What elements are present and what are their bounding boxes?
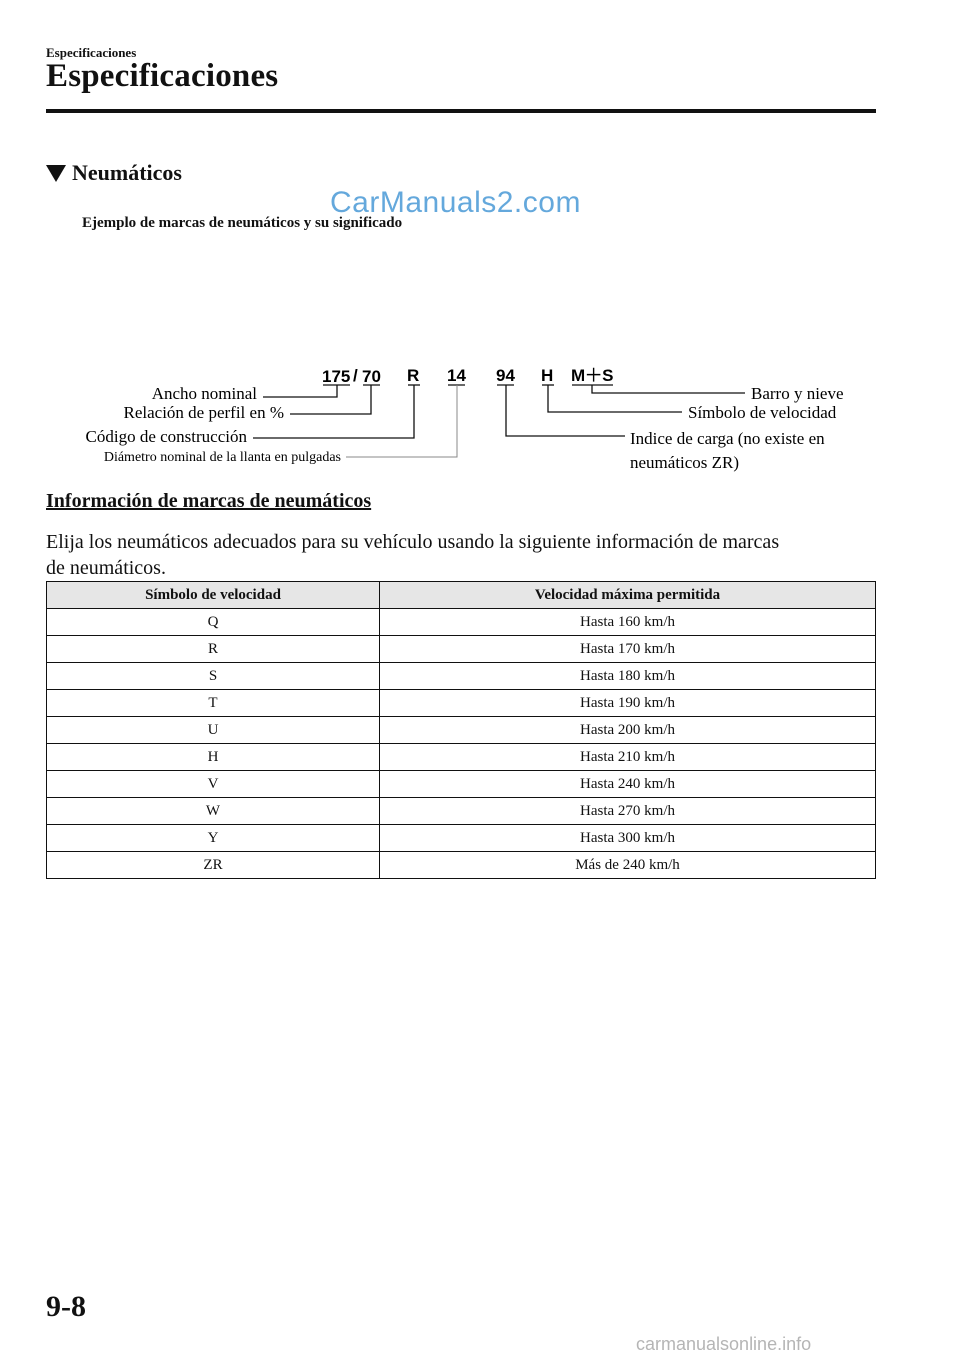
code-speed: H xyxy=(541,366,554,385)
table-row xyxy=(47,663,876,690)
info-paragraph-line1: Elija los neumáticos adecuados para su vehículo usando la siguiente información de marcas xyxy=(46,531,780,553)
page-title: Especificaciones xyxy=(46,58,279,94)
label-mud-snow: Barro y nieve xyxy=(751,384,844,403)
code-load: 94 xyxy=(496,366,515,385)
table-cell-speed: Hasta 210 km/h xyxy=(380,744,876,771)
table-cell-symbol: W xyxy=(47,798,380,825)
table-cell-speed: Hasta 200 km/h xyxy=(380,717,876,744)
watermark-top[interactable]: CarManuals2.com xyxy=(330,186,581,219)
watermark-bottom[interactable]: carmanualsonline.info xyxy=(636,1334,812,1354)
table-cell-symbol: S xyxy=(47,663,380,690)
table-cell-speed: Hasta 160 km/h xyxy=(380,609,876,636)
code-mud-snow: M＋S xyxy=(571,366,614,385)
title-rule xyxy=(46,109,876,113)
table-row xyxy=(47,690,876,717)
table-cell-symbol: V xyxy=(47,771,380,798)
label-width: Ancho nominal xyxy=(151,384,257,403)
section-heading-text: Neumáticos xyxy=(72,160,182,185)
table-cell-speed: Hasta 190 km/h xyxy=(380,690,876,717)
label-speed: Símbolo de velocidad xyxy=(688,403,837,422)
leader-width xyxy=(263,385,337,397)
code-rim: 14 xyxy=(447,366,466,385)
tire-marking-svg xyxy=(0,355,960,485)
info-paragraph-line2: de neumáticos. xyxy=(46,557,166,579)
running-head: Especificaciones xyxy=(46,45,137,60)
table-cell-speed: Hasta 240 km/h xyxy=(380,771,876,798)
leader-speed xyxy=(548,385,682,412)
leader-aspect xyxy=(290,385,371,414)
table-cell-symbol: ZR xyxy=(47,852,380,879)
tire-marking-diagram xyxy=(0,355,960,485)
table-cell-speed: Hasta 300 km/h xyxy=(380,825,876,852)
leader-mud-snow xyxy=(592,385,745,393)
table-cell-symbol: Q xyxy=(47,609,380,636)
table-cell-symbol: T xyxy=(47,690,380,717)
label-rim: Diámetro nominal de la llanta en pulgadas xyxy=(103,450,341,465)
table-cell-symbol: Y xyxy=(47,825,380,852)
table-cell-symbol: R xyxy=(47,636,380,663)
table-header-speed-symbol: Símbolo de velocidad xyxy=(47,582,380,609)
label-load-line1: Indice de carga (no existe en xyxy=(630,429,825,448)
leader-rim xyxy=(346,385,457,457)
label-aspect: Relación de perfil en % xyxy=(123,403,284,422)
table-cell-symbol: H xyxy=(47,744,380,771)
table-row xyxy=(47,771,876,798)
speed-table xyxy=(46,581,876,879)
table-header-row xyxy=(47,582,876,609)
table-row xyxy=(47,744,876,771)
code-width: 175 xyxy=(322,367,351,386)
code-aspect: 70 xyxy=(362,367,381,386)
code-slash: / xyxy=(353,366,358,385)
info-subheading: Información de marcas de neumáticos xyxy=(46,490,372,512)
label-load-line2: neumáticos ZR) xyxy=(630,453,740,472)
table-row xyxy=(47,825,876,852)
table-cell-symbol: U xyxy=(47,717,380,744)
table-row xyxy=(47,798,876,825)
label-construction: Código de construcción xyxy=(85,427,247,446)
table-cell-speed: Hasta 170 km/h xyxy=(380,636,876,663)
page-number: 9-8 xyxy=(46,1290,86,1323)
table-row xyxy=(47,636,876,663)
table-cell-speed: Más de 240 km/h xyxy=(380,852,876,879)
table-header-max-speed: Velocidad máxima permitida xyxy=(380,582,876,609)
table-row xyxy=(47,609,876,636)
table-row xyxy=(47,852,876,879)
triangle-down-icon xyxy=(46,165,66,182)
table-cell-speed: Hasta 180 km/h xyxy=(380,663,876,690)
code-construction: R xyxy=(407,366,420,385)
info-paragraph xyxy=(46,529,876,581)
example-caption: Ejemplo de marcas de neumáticos y su significado xyxy=(82,215,403,231)
table-row xyxy=(47,717,876,744)
table-cell-speed: Hasta 270 km/h xyxy=(380,798,876,825)
section-heading xyxy=(46,160,182,186)
